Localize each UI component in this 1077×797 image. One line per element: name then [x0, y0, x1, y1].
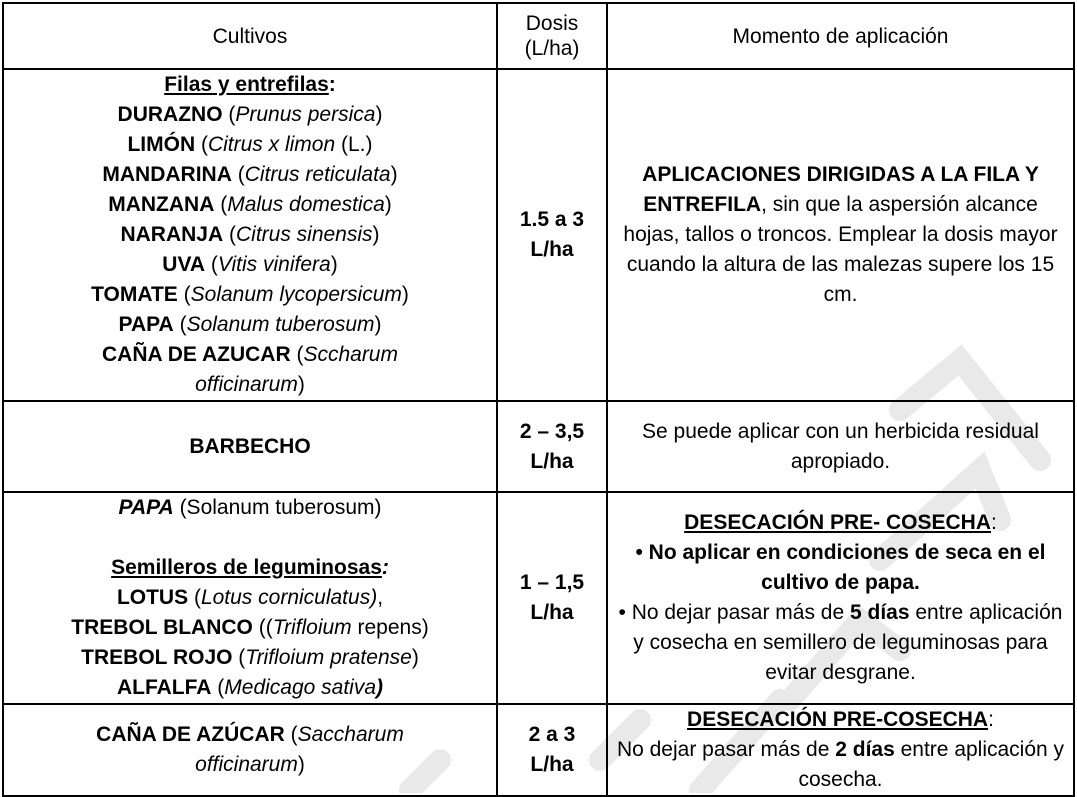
cell-momento: Se puede aplicar con un herbicida residual apropiado.: [607, 401, 1074, 492]
header-cultivos: Cultivos: [3, 3, 497, 69]
crops-group-title: Filas y entrefilas:: [164, 73, 336, 96]
table-header-row: [3, 3, 1074, 69]
crop-item: LIMÓN (Citrus x limon (L.): [127, 133, 373, 156]
table-row: [3, 492, 1074, 704]
crop-item: DURAZNO (Prunus persica): [117, 103, 383, 126]
crop-item: CAÑA DE AZUCAR (Sccharum: [102, 343, 398, 366]
crop-item: officinarum): [195, 373, 305, 396]
cell-cultivos: [3, 704, 497, 796]
product-dosage-table: [2, 2, 1075, 797]
header-momento: Momento de aplicación: [607, 3, 1074, 69]
table-row: [3, 704, 1074, 796]
table-row: [3, 401, 1074, 492]
crop-item: UVA (Vitis vinifera): [162, 253, 338, 276]
crop-item: MANZANA (Malus domestica): [108, 193, 392, 216]
crop-item: TREBOL ROJO (Trifloium pratense): [81, 646, 419, 669]
crop-item: officinarum): [195, 753, 305, 776]
cell-cultivos: [3, 69, 497, 401]
momento-bullet: • No dejar pasar más de 5 días entre aplicación y cosecha en semillero de leguminosas para evitar desgrane.: [618, 601, 1063, 684]
crop-item: LOTUS (Lotus corniculatus),: [116, 586, 384, 609]
crop-item: PAPA (Solanum tuberosum): [118, 313, 382, 336]
crop-item: PAPA (Solanum tuberosum): [118, 496, 382, 519]
momento-title: DESECACIÓN PRE-COSECHA:: [687, 708, 994, 731]
header-dosis: Dosis (L/ha): [497, 3, 607, 69]
cell-cultivos: BARBECHO: [3, 401, 497, 492]
cell-dosis: 1 – 1,5 L/ha: [497, 492, 607, 704]
cell-dosis: 2 – 3,5 L/ha: [497, 401, 607, 492]
crop-item: ALFALFA (Medicago sativa): [116, 676, 384, 699]
crop-item: MANDARINA (Citrus reticulata): [102, 163, 398, 186]
momento-title: DESECACIÓN PRE- COSECHA:: [684, 511, 997, 534]
cell-momento: APLICACIONES DIRIGIDAS A LA FILA Y ENTREFILA, sin que la aspersión alcance hojas, tallos o troncos. Emplear la dosis mayor cuando la altura de las malezas supere los 15 cm.: [607, 69, 1074, 401]
table-row: [3, 69, 1074, 401]
crops-group-title: Semilleros de leguminosas:: [111, 556, 389, 579]
cell-dosis: 2 a 3 L/ha: [497, 704, 607, 796]
cell-momento: DESECACIÓN PRE-COSECHA: No dejar pasar más de 2 días entre aplicación y cosecha.: [607, 704, 1074, 796]
cell-momento: [607, 492, 1074, 704]
cell-dosis: 1.5 a 3 L/ha: [497, 69, 607, 401]
cell-cultivos: [3, 492, 497, 704]
crop-item: TOMATE (Solanum lycopersicum): [91, 283, 409, 306]
crop-item: NARANJA (Citrus sinensis): [120, 223, 380, 246]
crop-item: TREBOL BLANCO ((Trifloium repens): [71, 616, 429, 639]
momento-bullet: • No aplicar en condiciones de seca en el cultivo de papa.: [635, 541, 1046, 594]
crop-item: CAÑA DE AZÚCAR (Saccharum: [96, 723, 404, 746]
